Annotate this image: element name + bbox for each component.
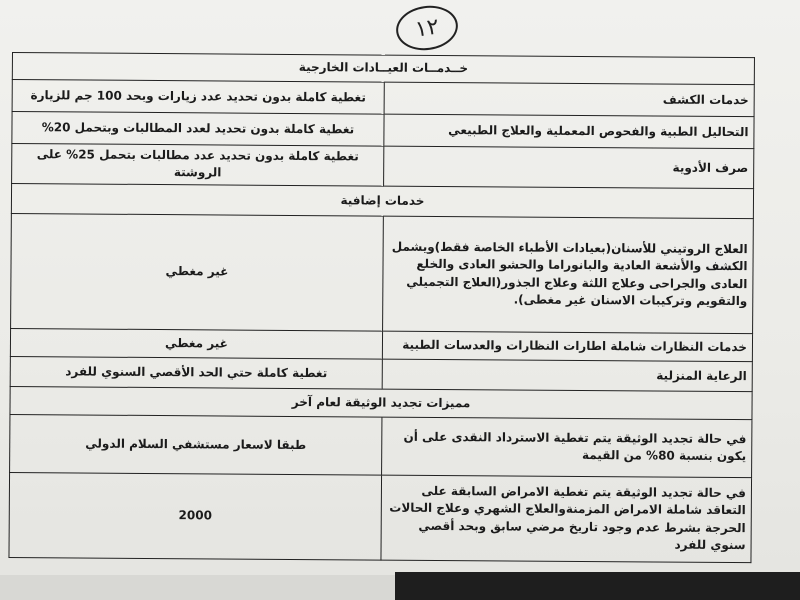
table-row <box>12 112 754 149</box>
service-label: في حالة تجديد الوثيقة يتم تغطية الاسترداد النقدى على أن يكون بنسبة 80% من القيمة <box>382 417 752 478</box>
service-label: خدمات النظارات شاملة اطارات النظارات والعدسات الطبية <box>382 331 752 362</box>
service-label: التحاليل الطبية والفحوص المعملية والعلاج الطبيعي <box>384 114 754 149</box>
coverage-value: تغطية كاملة بدون تحديد عدد زيارات وبحد 100 جم للزيارة <box>12 80 384 115</box>
page-number: ١٢ <box>393 2 461 54</box>
table-row <box>11 213 754 333</box>
table-row <box>12 144 754 189</box>
coverage-value: طبقا لاسعار مستشفي السلام الدولي <box>10 414 382 475</box>
service-label: صرف الأدوية <box>384 146 754 188</box>
coverage-value: 2000 <box>9 472 382 560</box>
table-row <box>9 472 752 562</box>
table-row <box>12 80 754 117</box>
coverage-value: تغطية كاملة حتي الحد الأقصي السنوي للفرد <box>10 356 382 389</box>
table-row <box>10 414 752 477</box>
section-title-outpatient: خــدمــات العيــادات الخارجية <box>12 53 754 85</box>
section-title-additional: خدمات إضافية <box>11 183 753 218</box>
service-label: في حالة تجديد الوثيقة يتم تغطية الامراض السابقة على التعاقد شاملة الامراض المزمنةوالعلاج الشهري وعلاج الحالات الحرجة بشرط عدم وجود تاريخ مرضي سابق وبحد أقصي سنوي للفرد <box>381 475 752 563</box>
background-surface <box>0 575 395 600</box>
service-label: العلاج الروتيني للأسنان(بعيادات الأطباء الخاصة فقط)ويشمل الكشف والأشعة العادية والبانوراما والحشو العادى والخلع العادى والجراحى وعلاج اللثة وعلاج الجذور(العلاج التجميلي والتقويم وتركيبات الاسنان غير مغطى). <box>383 216 754 334</box>
coverage-table <box>8 52 755 563</box>
coverage-value: غير مغطي <box>10 328 382 359</box>
dark-surface <box>395 572 800 600</box>
coverage-value: تغطية كاملة بدون تحديد عدد مطالبات بتحمل 25% على الروشتة <box>12 144 384 186</box>
service-label: الرعاية المنزلية <box>382 359 752 392</box>
section-title-renewal: مميزات تجديد الوثيقة لعام آخر <box>10 386 752 419</box>
coverage-value: تغطية كاملة بدون تحديد لعدد المطالبات وبتحمل 20% <box>12 112 384 147</box>
coverage-value: غير مغطي <box>11 213 384 331</box>
service-label: خدمات الكشف <box>384 82 754 117</box>
